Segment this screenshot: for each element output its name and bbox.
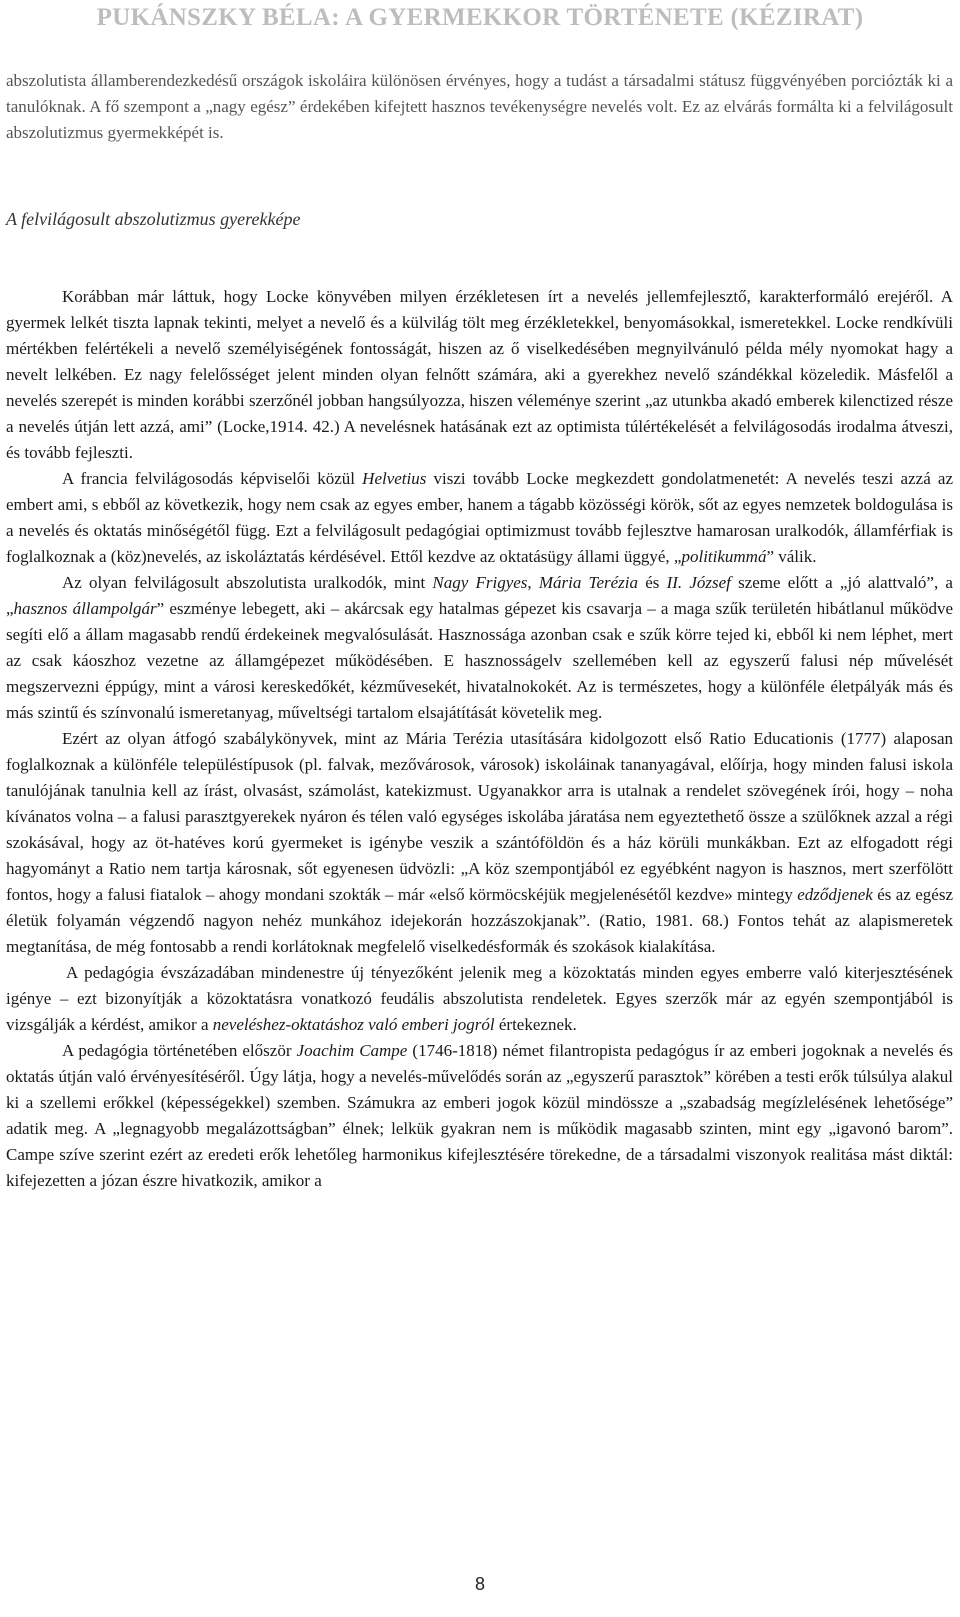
emphasis-helvetius: Helvetius bbox=[362, 469, 427, 488]
paragraph-text: viszi tovább Locke megkezdett gondolatmenetét: A nevelés teszi azzá az embert ami, s ebből az következik, hogy nem csak az egyes ember, hanem a tágabb közösségi körök, sőt az egyes nemzetek boldogulása is a nevelés és oktatás minőségétől függ. Ezt a felvilágosult pedagógiai optimizmust tovább fejlesztve hamarosan uralkodók, államférfiak is foglalkoznak a (köz)nevelés, az iskoláztatás kérdésével. Ettől kezdve az oktatásügy állami üggyé, „ bbox=[6, 469, 953, 566]
emphasis-hasznos-allampolgar: hasznos állampolgár bbox=[13, 599, 157, 618]
paragraph-text: Ezért az olyan átfogó szabálykönyvek, mint az Mária Terézia utasítására kidolgozott első Ratio Educationis (1777) alaposan foglalkoznak a különféle településtípusok (pl. falvak, mezővárosok, városok) iskoláinak tananyagával, előírja, hogy minden falusi iskola tanulójának tanulnia kell az írást, olvasást, számolást, katekizmust. Ugyanakkor arra is utalnak a rendelet szövegének írói, hogy – noha kívánatos volna – a falusi parasztgyerekek nyáron és télen való egységes iskolába járatása nem egyeztethető össze a szülőknek azzal a régi szokásával, hogy az öt-hatéves korú gyermeket is igénybe veszik a szántóföldön és a ház körüli munkákban. Ezt az elfogadott régi hagyományt a Ratio nem tartja károsnak, sőt egyenesen üdvözli: „A köz szempontjából ez egyébként nagyon is hasznos, mert szerfölött fontos, hogy a falusi fiatalok – ahogy mondani szokták – már «első körmöcskéjük megjelenésétől kezdve» mintegy bbox=[6, 729, 953, 904]
paragraph-locke: Korábban már láttuk, hogy Locke könyvében milyen érzékletesen írt a nevelés jellemfejlesztő, karakterformáló erejéről. A gyermek lelkét tiszta lapnak tekinti, melyet a nevelő és a külvilág tölt meg érzékletekkel, benyomásokkal, ismeretekkel. Locke rendkívüli mértékben felértékeli a nevelő személyiségének fontosságát, hiszen az ő viselkedésében megnyilvánuló példa mély nyomokat hagy a nevelt lelkében. Ez nagy felelősséget jelent minden olyan felnőtt számára, aki a gyerekhez nevelő szándékkal közeledik. Másfelől a nevelés szerepét is minden korábbi szerzőnél jobban hangsúlyozza, hiszen véleménye szerint „az utunkba akadó emberek kilenctized része a nevelés útján lett azzá, ami” (Locke,1914. 42.) A nevelésnek hatásának ezt az optimista túlértékelését a felvilágosodás irodalma átveszi, és tovább fejleszti. bbox=[6, 287, 953, 462]
paragraph-ratio-educationis bbox=[6, 726, 953, 960]
paragraph-text: ” eszménye lebegett, aki – akárcsak egy hatalmas gépezet kis csavarja – a maga szűk területén hibátlanul működve segíti elő a állam magasabb rendű érdekeinek megvalósulását. Hasznossága azonban csak e szűk körre tejed ki, ebből ki nem léphet, mert az csak káoszhoz vezetne az államgépezet működésében. E hasznosságelv szellemében kell az egyszerű falusi nép művelését megszervezni éppúgy, mint a városi kereskedőkét, kézművesekét, hivatalnokokét. Az is természetes, hogy a különféle életpályák más és más szintű és színvonalú ismeretanyag, műveltségi tartalom elsajátítását követelik meg. bbox=[6, 599, 953, 722]
section-heading: A felvilágosult abszolutizmus gyerekképe bbox=[6, 209, 301, 229]
paragraph-text: és bbox=[638, 573, 667, 592]
emphasis-nagy-frigyes: Nagy Frigyes bbox=[432, 573, 528, 592]
page-number: 8 bbox=[474, 1574, 485, 1594]
emphasis-maria-terezia: Mária Terézia bbox=[538, 573, 638, 592]
emphasis-politikumma: politikummá bbox=[681, 547, 767, 566]
emphasis-joachim-campe: Joachim Campe bbox=[296, 1041, 408, 1060]
document-body bbox=[6, 68, 953, 1194]
paragraph-helvetius bbox=[6, 466, 953, 570]
paragraph-text: A pedagógia történetében először bbox=[62, 1041, 297, 1060]
paragraph-text: , bbox=[527, 573, 539, 592]
page-header-title: PUKÁNSZKY BÉLA: A GYERMEKKOR TÖRTÉNETE (KÉZIRAT) bbox=[96, 4, 864, 31]
paragraph-text: szeme előtt a „jó alattvaló”, a „ bbox=[6, 573, 953, 618]
emphasis-human-right: neveléshez-oktatáshoz való emberi jogról bbox=[212, 1015, 495, 1034]
emphasis-edzodjenek: edződjenek bbox=[797, 885, 873, 904]
intro-paragraph: abszolutista államberendezkedésű országok iskoláira különösen érvényes, hogy a tudást a társadalmi státusz függvényében porciózták ki a tanulóknak. A fő szempont a „nagy egész” érdekében kifejtett hasznos tevékenységre nevelés volt. Ez az elvárás formálta ki a felvilágosult abszolutizmus gyermekképét is. bbox=[6, 71, 953, 142]
paragraph-text: A pedagógia évszázadában mindenestre új tényezőként jelenik meg a közoktatás minden egyes emberre való kiterjesztésének igénye – ezt bizonyítják a közoktatásra vonatkozó feudális abszolutista rendeletek. Egyes szerzők már az egyén szempontjából is vizsgálják a kérdést, amikor a bbox=[6, 963, 953, 1034]
paragraph-text: Az olyan felvilágosult abszolutista uralkodók, mint bbox=[62, 573, 433, 592]
paragraph-rulers bbox=[6, 570, 953, 726]
paragraph-campe bbox=[6, 1038, 953, 1194]
paragraph-text: értekeznek. bbox=[494, 1015, 577, 1034]
paragraph-text: és az egész életük folyamán végzendő nagyon nehéz munkához idejekorán hozzászokjanak”. (Ratio, 1981. 68.) Fontos tehát az alapismeretek megtanítása, de még fontosabb a rendi korlátoknak megfelelő viselkedésformák és szokások kialakítása. bbox=[6, 885, 953, 956]
paragraph-text: ” válik. bbox=[766, 547, 817, 566]
paragraph-text: (1746-1818) német filantropista pedagógus ír az emberi jogoknak a nevelés és oktatás útján való érvényesítéséről. Úgy látja, hogy a nevelés-művelődés során az „egyszerű parasztok” körében a testi erők túlsúlya alakul ki a szellemi erőkkel (képességekkel) szemben. Számukra az emberi jogok közül mindössze a „szabadság megízlelésének lehetősége” adatik meg. A „legnagyobb megalázottságban” élnek; lelkük gyakran nem is működik magasabb szinten, mint egy „igavonó barom”. Campe szíve szerint ezért az eredeti erők lehetőleg harmonikus kifejlesztésére törekedne, de a társadalmi viszonyok realitása mást diktál: kifejezetten a józan észre hivatkozik, amikor a bbox=[6, 1041, 953, 1190]
emphasis-ii-jozsef: II. József bbox=[666, 573, 731, 592]
paragraph-text: A francia felvilágosodás képviselői közül bbox=[62, 469, 363, 488]
paragraph-public-education bbox=[6, 960, 953, 1038]
